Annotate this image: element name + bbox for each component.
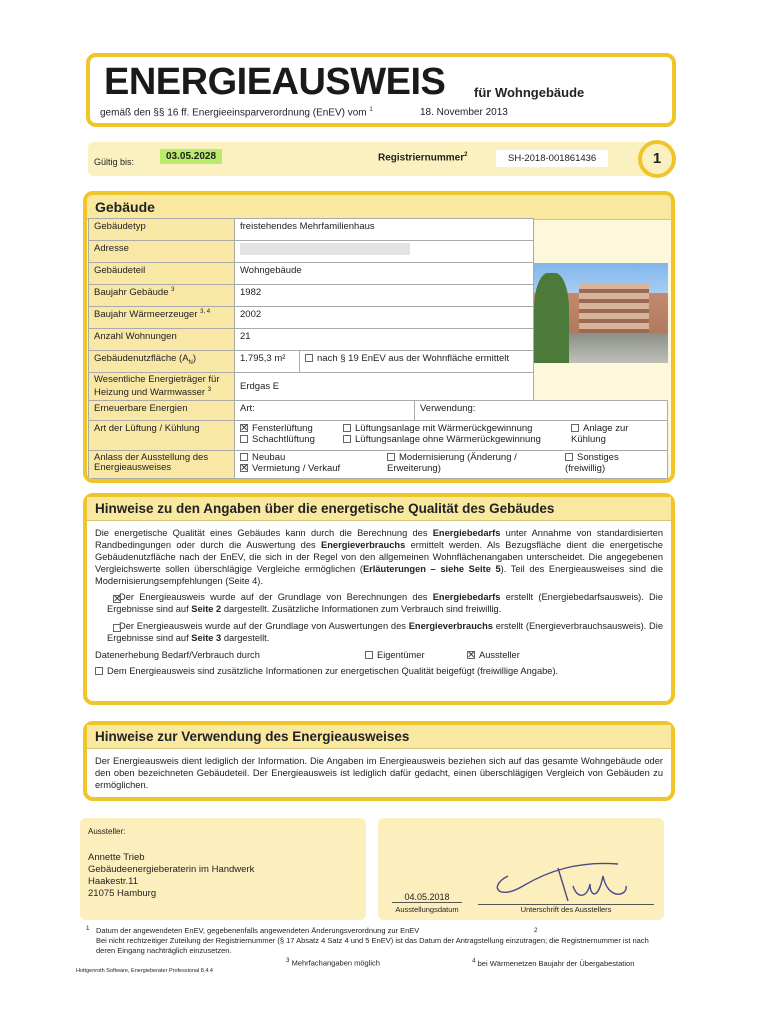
page-number: 1 <box>652 150 662 167</box>
collected-by-owner-checkbox[interactable]: Eigentümer <box>365 649 425 661</box>
renewable-use: Verwendung: <box>415 401 668 421</box>
building-photo <box>534 263 668 363</box>
value-energy-carrier: Erdgas E <box>235 373 534 401</box>
cooling-system-checkbox[interactable]: Anlage zur Kühlung <box>571 423 629 445</box>
quality-notes-section <box>83 493 675 705</box>
label-address: Adresse <box>89 241 235 263</box>
ventilation-window-checkbox[interactable]: ✕ Fensterlüftung <box>240 423 313 434</box>
building-table <box>88 218 534 401</box>
occasion-modernization-checkbox[interactable]: Modernisierung (Änderung / Erweiterung) <box>387 452 517 474</box>
issuer-box <box>80 818 366 920</box>
label-building-part: Gebäudeteil <box>89 263 235 285</box>
ventilation-shaft-checkbox[interactable]: Schachtlüftung <box>240 434 315 445</box>
signature-image <box>478 856 658 906</box>
area-from-living-space-checkbox[interactable]: nach § 19 EnEV aus der Wohnfläche ermittelt <box>300 351 534 373</box>
valid-until-label: Gültig bis: <box>94 157 135 167</box>
label-apartments: Anzahl Wohnungen <box>89 329 235 351</box>
footnote-2: Bei nicht rechtzeitiger Zuteilung der Registriernummer (§ 17 Absatz 4 Satz 4 und 5 EnEV) ist das Datum der Antragstellung einzutragen; die Registriernummer ist nach deren Eingang nachträglich einzusetzen. <box>96 936 649 955</box>
renewable-type: Art: <box>235 401 415 421</box>
collected-by-issuer-checkbox[interactable]: ✕ Aussteller <box>467 649 520 661</box>
issue-date-label: Ausstellungsdatum <box>395 905 459 914</box>
label-building-type: Gebäudetyp <box>89 219 235 241</box>
page-number-badge <box>638 140 676 178</box>
demand-certificate-option[interactable]: ✕Der Energieausweis wurde auf der Grundlage von Berechnungen des Energiebedarfs erstellt (Energiebedarfsausweis). Die Ergebnisse sind auf Seite 2 dargestellt. Zusätzliche Informationen zum Verbrauch sind freiwillig. <box>87 591 671 615</box>
value-address-redacted <box>235 241 534 263</box>
value-apartments: 21 <box>235 329 534 351</box>
occasion-new-building-checkbox[interactable]: Neubau <box>240 452 285 463</box>
occasion-rental-sale-checkbox[interactable]: ✕Vermietung / Verkauf <box>240 463 340 474</box>
issuer-label: Aussteller: <box>88 827 126 836</box>
quality-notes-heading: Hinweise zu den Angaben über die energetische Qualität des Gebäudes <box>87 497 671 521</box>
footnote-1: 1 Datum der angewendeten EnEV, gegebenenfalls angewendeten Änderungsverordnung zur EnEV <box>86 925 420 935</box>
label-ventilation: Art der Lüftung / Kühlung <box>89 421 235 451</box>
value-construction-year: 1982 <box>235 285 534 307</box>
software-credit: Hottgenroth Software, Energieberater Professional 8.4.4 <box>76 968 213 974</box>
building-type-subtitle: für Wohngebäude <box>474 85 585 100</box>
ventilation-with-recovery-checkbox[interactable]: Lüftungsanlage mit Wärmerückgewinnung <box>343 423 532 434</box>
issuer-street: Haakestr.11 <box>88 876 138 887</box>
building-heading: Gebäude <box>87 195 671 220</box>
data-collection-row <box>87 649 671 663</box>
registration-number: SH-2018-001861436 <box>496 150 608 167</box>
usage-notes-heading: Hinweise zur Verwendung des Energieausweises <box>87 725 671 749</box>
footnote-3-4: $^3$ Mehrfachangaben möglich $^4$ bei Wärmenetzen Baujahr der Übergabestation <box>286 957 635 968</box>
quality-intro-text: Die energetische Qualität eines Gebäudes kann durch die Berechnung des Energiebedarfs unter Annahme von standardisierten Randbedingungen oder durch die Auswertung des Energieverbrauchs ermittelt werden. Als Bezugsfläche dient die energetische Gebäudenutzfläche nach der EnEV, die sich in der Regel von den allgemeinen Wohnflächenangaben unterscheidet. Die angegebenen Vergleichswerte sollen überschlägige Vergleiche ermöglichen (Erläuterungen – siehe Seite 5). Teil des Energieausweises sind die Modernisierungsempfehlungen (Seite 4). <box>95 528 663 586</box>
value-usable-area: 1.795,3 m² <box>235 351 300 373</box>
data-collection-label: Datenerhebung Bedarf/Verbrauch durch <box>95 650 260 660</box>
label-construction-year: Baujahr Gebäude $^3$ <box>89 285 235 307</box>
signature-box <box>378 818 664 920</box>
issuer-title: Gebäudeenergieberaterin im Handwerk <box>88 864 255 875</box>
value-heater-year: 2002 <box>235 307 534 329</box>
validity-bar <box>88 142 652 176</box>
occasion-options <box>235 451 668 479</box>
footnotes <box>86 926 666 969</box>
label-energy-carrier: Wesentliche Energieträger für Heizung und Warmwasser $^3$ <box>89 373 235 401</box>
additional-info-checkbox[interactable]: Dem Energieausweis sind zusätzliche Informationen zur energetischen Qualität beigefügt (freiwillige Angabe). <box>87 665 671 677</box>
regulation-date: 18. November 2013 <box>420 107 508 118</box>
label-occasion: Anlass der Ausstellung des Energieausweises <box>89 451 235 479</box>
label-usable-area: Gebäudenutzfläche $(A_N)$ <box>89 351 235 373</box>
building-section <box>83 191 675 483</box>
consumption-certificate-option[interactable]: Der Energieausweis wurde auf der Grundlage von Auswertungen des Energieverbrauchs erstellt (Energieverbrauchsausweis). Die Ergebnisse sind auf Seite 3 dargestellt. <box>107 621 664 643</box>
ventilation-without-recovery-checkbox[interactable]: Lüftungsanlage ohne Wärmerückgewinnung <box>343 434 541 445</box>
value-building-part: Wohngebäude <box>235 263 534 285</box>
regulation-text: gemäß den §§ 16 ff. Energieeinsparverordnung (EnEV) vom $^1$ <box>100 107 373 119</box>
label-renewable: Erneuerbare Energien <box>89 401 235 421</box>
building-table-lower <box>88 400 668 479</box>
issue-date: 04.05.2018 <box>392 892 462 903</box>
value-building-type: freistehendes Mehrfamilienhaus <box>235 219 534 241</box>
usage-notes-section <box>83 721 675 801</box>
ventilation-options <box>235 421 668 451</box>
usage-notes-text: Der Energieausweis dient lediglich der Information. Die Angaben im Energieausweis beziehen sich auf das gesamte Wohngebäude oder den oben bezeichneten Gebäudeteil. Der Energieausweis ist lediglich dafür gedacht, einen überschlägigen Vergleich von Gebäuden zu ermöglichen. <box>95 756 663 790</box>
registration-label: Registriernummer$^2$ <box>378 152 468 164</box>
signature-label: Unterschrift des Ausstellers <box>478 904 654 914</box>
issuer-city: 21075 Hamburg <box>88 888 157 899</box>
label-heater-year: Baujahr Wärmeerzeuger $^{3, 4}$ <box>89 307 235 329</box>
issuer-name: Annette Trieb <box>88 852 145 863</box>
footnote-2-start: 2 <box>534 927 538 934</box>
occasion-other-checkbox[interactable]: Sonstiges (freiwillig) <box>565 452 619 474</box>
valid-until-date: 03.05.2028 <box>160 149 222 164</box>
header-box <box>86 53 676 127</box>
document-title: ENERGIEAUSWEIS <box>104 61 446 103</box>
